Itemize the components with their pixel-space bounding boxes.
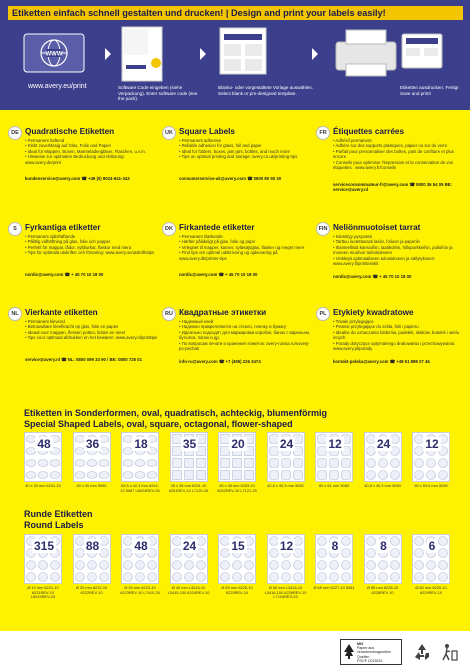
labels-per-sheet-value: 18 bbox=[134, 437, 148, 451]
labels-per-sheet bbox=[268, 535, 306, 585]
lang-title-s: Fyrkantiga etiketter bbox=[25, 223, 101, 232]
sheet-product-info: Ø 65 mm 6227-10 5081 bbox=[313, 585, 355, 590]
labels-per-sheet-value: 36 bbox=[85, 437, 100, 451]
special-section-title-en: Special Shaped Labels, oval, square, octagonal, flower-shaped bbox=[24, 419, 293, 429]
flag-badge-pl: PL bbox=[316, 307, 330, 321]
lang-block-s bbox=[8, 222, 158, 282]
labels-per-sheet bbox=[25, 433, 63, 483]
round-label-sheet bbox=[73, 534, 111, 584]
labels-per-sheet-value: 20 bbox=[231, 437, 245, 451]
labels-per-sheet-value: 8 bbox=[331, 539, 339, 553]
sheet-product-info: Ø 10 mm 6221-10 6221REV-10 L6019REV-25 bbox=[27, 585, 59, 600]
recycle-icon bbox=[412, 642, 432, 662]
lang-title-fr: Étiquettes carrées bbox=[333, 127, 404, 136]
labels-per-sheet bbox=[219, 433, 257, 483]
round-section-title-de: Runde Etiketten bbox=[24, 509, 93, 519]
contact-info[interactable]: kontakt-polska@avery.com ☎ +48 61 898 27 46 bbox=[333, 359, 430, 364]
instructions-banner bbox=[0, 0, 470, 110]
special-label-sheet bbox=[364, 432, 402, 482]
sheet-product-info: Ø 50 mm 6225-10 6225REV-10 bbox=[221, 585, 253, 595]
round-label-sheet bbox=[24, 534, 62, 584]
sheet-product-info: 45 x 45 mm 6253-10 6252REV-10 L7121-25 bbox=[217, 483, 257, 493]
labels-per-sheet-value: 12 bbox=[279, 539, 294, 553]
lang-title-pl: Etykiety kwadratowe bbox=[333, 308, 414, 317]
special-label-sheet bbox=[24, 432, 62, 482]
round-label-sheet bbox=[218, 534, 256, 584]
round-label-sheet bbox=[121, 534, 159, 584]
sheet-product-info: 40 x 20 mm 6241-10 bbox=[25, 483, 61, 488]
labels-per-sheet bbox=[365, 433, 403, 483]
bullet-list: • Надежный клей • Надежно прикрепляются на стекло, пленку и бумагу • Идеально подходят для маркировки коробок, банок с вареньем, бутылок, папок и др. • По вопросам печати и хранения этикеток: avery-russia.ru/sovety-po-pechati bbox=[179, 319, 314, 351]
lang-block-fin bbox=[316, 222, 466, 282]
sheet-product-info: 35 x 35 mm 6251-10 6251REV-10 L7120-25 bbox=[168, 483, 209, 493]
special-label-sheet bbox=[218, 432, 256, 482]
contact-info[interactable]: nordic@avery.com ☎ + 45 70 10 18 00 bbox=[25, 272, 104, 277]
step-caption-1: Software Code eingeben (siehe Verpackung). Enter software code (see the pack). bbox=[118, 85, 198, 102]
contact-info[interactable]: kundenservice@avery.com ☎ +49 (0) 8024-641-343 bbox=[25, 176, 130, 181]
labels-per-sheet bbox=[316, 433, 354, 483]
sheet-product-info: 40,8 x 40,3 mm 5082 bbox=[267, 483, 304, 488]
contact-info[interactable]: nordic@avery.com ☎ + 45 70 10 18 00 bbox=[179, 272, 258, 277]
contact-info[interactable]: serviceconsommateur-fr@avery.com ☎ 0800 36 54 09 BE: service@avery.nl bbox=[333, 182, 453, 193]
flag-badge-nl: NL bbox=[8, 307, 22, 321]
lang-title-fin: Neliönmuotoiset tarrat bbox=[333, 223, 421, 232]
labels-per-sheet-value: 15 bbox=[231, 539, 245, 553]
labels-per-sheet bbox=[122, 433, 160, 483]
contact-info[interactable]: info-ru@avery.com ☎ +7 (495) 226 3474 bbox=[179, 359, 261, 364]
labels-per-sheet-value: 24 bbox=[376, 437, 391, 451]
flag-badge-fin: FIN bbox=[316, 222, 330, 236]
flag-badge-dk: DK bbox=[162, 222, 176, 236]
labels-per-sheet-value: 24 bbox=[279, 437, 294, 451]
labels-per-sheet bbox=[25, 535, 63, 585]
labels-per-sheet bbox=[413, 433, 451, 483]
round-label-sheet bbox=[364, 534, 402, 584]
special-label-sheet bbox=[267, 432, 305, 482]
bullet-list: • Permanent klevend • Betrouwbare kleefkracht op glas, folie en papier • Ideaal voor mappen, flessen potten, kisten en meer • Tips voor optimaal afdrukken en het bewaren: www.avery.nl/printtips bbox=[25, 319, 160, 341]
tidyman-icon bbox=[440, 642, 460, 662]
sheet-product-info: 40 x 30 mm 5080 bbox=[76, 483, 107, 488]
fsc-text: Papier aus verantwortungsvollen Quellen bbox=[357, 646, 391, 659]
lang-block-fr bbox=[316, 126, 466, 193]
banner-url[interactable]: www.avery.eu/print bbox=[28, 83, 87, 90]
printer-icon bbox=[330, 24, 450, 80]
labels-per-sheet-value: 48 bbox=[37, 437, 51, 451]
lang-title-uk: Square Labels bbox=[179, 127, 235, 136]
globe-icon bbox=[22, 30, 94, 78]
special-section-title-de: Etiketten in Sonderformen, oval, quadratisch, achteckig, blumenförmig bbox=[24, 408, 328, 418]
arrow-icon bbox=[200, 48, 206, 60]
lang-title-ru: Квадратные этикетки bbox=[179, 308, 267, 317]
lang-title-de: Quadratische Etiketten bbox=[25, 127, 115, 136]
labels-per-sheet bbox=[219, 535, 257, 585]
lang-block-dk bbox=[162, 222, 312, 282]
sheet-product-info: Ø 85 mm 6228-10 6228REV-10 bbox=[366, 585, 399, 595]
fsc-tree-icon bbox=[343, 643, 355, 659]
labels-per-sheet-value: 12 bbox=[425, 437, 439, 451]
sheet-product-info: Ø 40 mm L3415-10 L3415-100 6224REV-10 bbox=[167, 585, 210, 595]
labels-per-sheet-value: 88 bbox=[85, 539, 100, 553]
sheet-product-info: 60 x 61 mm 5083 bbox=[318, 483, 350, 488]
lang-block-pl bbox=[316, 307, 466, 367]
fsc-title: MIX bbox=[357, 642, 364, 646]
step-caption-2: Blanko- oder vorgestaltete Vorlage auswählen. Select blank or pre-designed template. bbox=[218, 85, 313, 96]
round-section-title-en: Round Labels bbox=[24, 520, 84, 530]
flag-badge-de: DE bbox=[8, 126, 22, 140]
sheet-product-info: Ø 80 mm 6229-10 6229REV-10 bbox=[415, 585, 447, 595]
bullet-list: • Kiinnittyy pysyvästi • Tarttuu luotettavasti lasiin, folioon ja paperiin • Ihanteellisiä kansioihin, laatikoihin, hillopurkkeihin, pulloihin ja moneen muuhun tarkoitukseen • Vinkkejä optimaaliseen tulostukseen ja säilytykseen: www.avery.fi/printtivinkit bbox=[333, 234, 468, 266]
flag-badge-ru: RU bbox=[162, 307, 176, 321]
footer bbox=[0, 631, 470, 671]
round-label-sheet bbox=[315, 534, 353, 584]
contact-info[interactable]: service@avery.nl ☎ NL: 0800 099 33 90 / BE: 0800 725 01 bbox=[25, 357, 142, 362]
special-label-sheet bbox=[315, 432, 353, 482]
lang-block-uk bbox=[162, 126, 312, 186]
labels-per-sheet bbox=[74, 433, 112, 483]
bullet-list: • Permanent haftend • Klebt zuverlässig auf Glas, Folie und Papier • Ideal für Mappen, Boxen, Marmeladengläser, Flaschen, u.v.m. • Hinweise zur optimalen Bedruckung und Ablösung: www.avery.de/print bbox=[25, 138, 160, 165]
labels-per-sheet-value: 12 bbox=[328, 437, 342, 451]
bullet-list: • Permanent självhäftande • Pålitlig vidhäftning på glas, folie och papper • Perfekt för mappar, lådor, syltburkar, flaskor med mera • Tips för optimala utskrifter och förvaring: www.avery.se/utskriftstips bbox=[25, 234, 160, 256]
labels-per-sheet-value: 315 bbox=[33, 539, 55, 553]
bullet-list: • Adhésif permanent • Adhère sur des supports plastiques, papier ou sur du verre • Parfait pour personnaliser des boîtes, pots de confiture et plus encore • Conseils pour optimiser l'impression et la conservation de vos étiquettes : www.avery.fr/conseils bbox=[333, 138, 468, 170]
labels-per-sheet-value: 8 bbox=[380, 539, 387, 553]
contact-info[interactable]: nordic@avery.com ☎ + 45 70 10 18 00 bbox=[333, 274, 412, 279]
flag-badge-s: S bbox=[8, 222, 22, 236]
special-label-sheet bbox=[170, 432, 208, 482]
labels-per-sheet bbox=[365, 535, 403, 585]
arrow-icon bbox=[105, 48, 111, 60]
sheet-product-info: Ø 60 mm L3416-10 L3416-100 6226REV-10 L7104REV-25 bbox=[264, 585, 307, 600]
round-label-sheet bbox=[412, 534, 450, 584]
labels-per-sheet bbox=[122, 535, 160, 585]
labels-per-sheet bbox=[268, 433, 306, 483]
fsc-certification bbox=[340, 639, 402, 665]
labels-per-sheet bbox=[413, 535, 451, 585]
fsc-code: FSC® C013519 bbox=[357, 658, 383, 663]
labels-per-sheet bbox=[316, 535, 354, 585]
lang-block-nl bbox=[8, 307, 158, 367]
bullet-list: • Permanent klæbende • Hæfter pålideligt på glas, folie og papir • Velegnet til mapper, kasser, syltetøjsglas, flasker og meget mere • Find tips om optimal udskrivning og opbevaring på www.avery.dk/printer-tips bbox=[179, 234, 314, 261]
labels-per-sheet bbox=[171, 535, 209, 585]
lang-title-dk: Firkantede etiketter bbox=[179, 223, 255, 232]
template-icon bbox=[218, 26, 268, 76]
arrow-icon bbox=[312, 48, 318, 60]
contact-info[interactable]: consumerservice-uk@avery.com ☎ 0800 80 50 20 bbox=[179, 176, 282, 181]
labels-per-sheet-value: 48 bbox=[134, 539, 148, 553]
labels-per-sheet bbox=[171, 433, 209, 483]
sheet-product-info: Ø 30 mm 6223-10 6223REV-10 L7410-25 bbox=[120, 585, 160, 595]
sheet-product-info: 40,8 x 40,3 mm 5084 bbox=[364, 483, 401, 488]
sheet-product-info: Ø 20 mm 6222-10 6222REV-10 bbox=[75, 585, 108, 595]
labels-per-sheet-value: 6 bbox=[428, 539, 436, 553]
lang-block-ru bbox=[162, 307, 312, 367]
label-pack-icon bbox=[118, 25, 166, 83]
sheet-product-info: 63,5 x 42,3 mm 6242-10 5087 L6024REV-25 bbox=[120, 483, 160, 493]
svg-text:WWW: WWW bbox=[45, 51, 63, 58]
round-label-sheet bbox=[267, 534, 305, 584]
flag-badge-fr: FR bbox=[316, 126, 330, 140]
bullet-list: • Permanent adhesive • Reliable adhesion for glass, foil and paper • Ideal for folders, boxes, jam jars, bottles, and much more • Tips on optimal printing and storage: avery.co.uk/printing-tips bbox=[179, 138, 314, 160]
labels-per-sheet bbox=[74, 535, 112, 585]
step-caption-3: Etiketten ausdrucken. Fertig! Save and print! bbox=[400, 85, 459, 96]
labels-per-sheet-value: 35 bbox=[182, 437, 197, 451]
lang-block-de bbox=[8, 126, 158, 186]
bullet-list: • Trwale przylegające • Pewnie przylegające do szkła, folii i papieru • Idealne do oznaczania folderów, pudełek, słoików, butelek i wielu innych • Porady dotyczące optymalnego drukowania i przechowywania: www.avery.pl/porady bbox=[333, 319, 468, 351]
sheet-product-info: 60 x 59,5 mm 5085 bbox=[414, 483, 448, 488]
special-label-sheet bbox=[73, 432, 111, 482]
flag-badge-uk: UK bbox=[162, 126, 176, 140]
lang-title-nl: Vierkante etiketten bbox=[25, 308, 98, 317]
labels-per-sheet-value: 24 bbox=[182, 539, 197, 553]
special-label-sheet bbox=[412, 432, 450, 482]
special-label-sheet bbox=[121, 432, 159, 482]
round-label-sheet bbox=[170, 534, 208, 584]
banner-title: Etiketten einfach schnell gestalten und drucken! | Design and print your labels easily! bbox=[8, 6, 463, 20]
